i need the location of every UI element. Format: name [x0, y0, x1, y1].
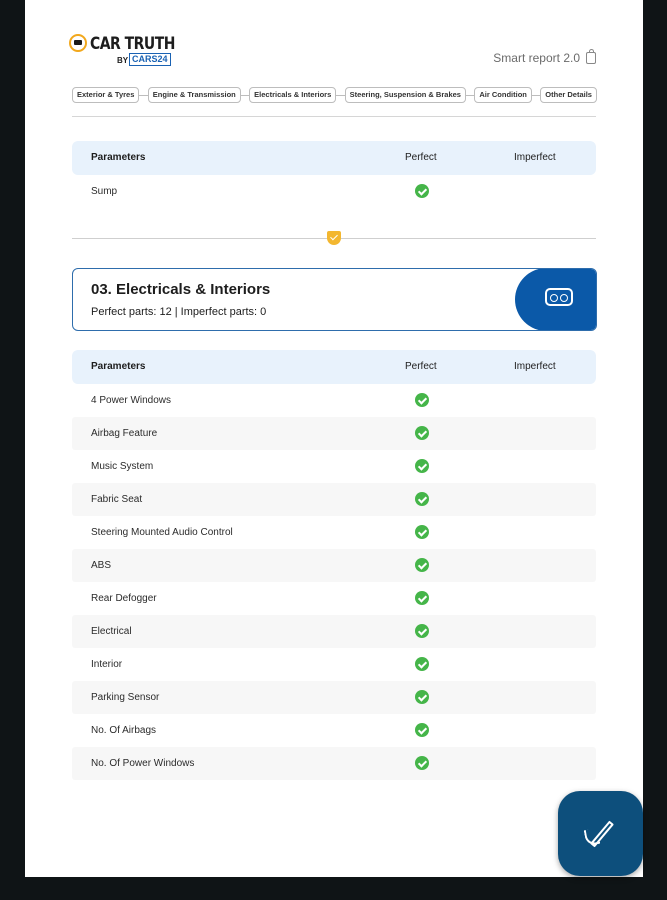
section-stepper — [72, 87, 597, 103]
row-label: Sump — [91, 186, 118, 197]
row-label: Fabric Seat — [91, 494, 143, 505]
logo-by: BY — [117, 56, 129, 65]
row-label: Steering Mounted Audio Control — [91, 527, 233, 538]
report-header — [69, 32, 596, 72]
step-tab[interactable]: Engine & Transmission — [148, 87, 241, 103]
col-parameters: Parameters — [91, 361, 146, 372]
lock-icon — [586, 52, 596, 64]
logo-partner: CARS24 — [129, 53, 171, 66]
table-row — [72, 417, 596, 450]
check-icon — [415, 591, 429, 605]
table-header — [72, 141, 596, 175]
report-page — [25, 0, 643, 877]
stepper-connector — [466, 95, 474, 96]
check-icon — [415, 690, 429, 704]
table-row — [72, 483, 596, 516]
table-row — [72, 384, 596, 417]
col-imperfect: Imperfect — [514, 361, 556, 372]
col-parameters: Parameters — [91, 152, 146, 163]
stepper-connector — [139, 95, 147, 96]
row-label: Interior — [91, 659, 123, 670]
check-icon — [415, 426, 429, 440]
step-tab[interactable]: Electricals & Interiors — [249, 87, 336, 103]
stepper-connector — [336, 95, 344, 96]
col-perfect: Perfect — [405, 152, 437, 163]
table-row — [72, 714, 596, 747]
row-label: Electrical — [91, 626, 132, 637]
step-tab[interactable]: Steering, Suspension & Brakes — [345, 87, 466, 103]
col-imperfect: Imperfect — [514, 152, 556, 163]
check-icon — [415, 558, 429, 572]
smart-report-text: Smart report 2.0 — [493, 51, 580, 65]
section-badge — [515, 268, 597, 331]
step-tab[interactable]: Exterior & Tyres — [72, 87, 139, 103]
check-icon — [415, 393, 429, 407]
check-icon — [415, 657, 429, 671]
row-label: 4 Power Windows — [91, 395, 172, 406]
check-icon — [415, 184, 429, 198]
stepper-connector — [532, 95, 540, 96]
col-perfect: Perfect — [405, 361, 437, 372]
shield-check-icon — [327, 231, 341, 245]
scribble-icon — [584, 828, 601, 846]
table-row — [72, 747, 596, 780]
row-label: Music System — [91, 461, 154, 472]
header-divider — [72, 116, 596, 117]
check-icon — [415, 756, 429, 770]
row-label: Airbag Feature — [91, 428, 158, 439]
check-icon — [415, 624, 429, 638]
table-row — [72, 549, 596, 582]
section-card — [72, 268, 597, 331]
check-icon — [415, 459, 429, 473]
row-label: Parking Sensor — [91, 692, 160, 703]
car-truth-logo-icon — [69, 34, 87, 52]
dashboard-icon — [545, 288, 573, 306]
check-icon — [415, 525, 429, 539]
step-tab[interactable]: Air Condition — [474, 87, 532, 103]
table-row — [72, 681, 596, 714]
row-label: ABS — [91, 560, 112, 571]
row-label: Rear Defogger — [91, 593, 157, 604]
check-icon — [415, 723, 429, 737]
check-icon — [415, 492, 429, 506]
edit-fab-button[interactable] — [558, 791, 643, 876]
step-tab[interactable]: Other Details — [540, 87, 597, 103]
row-label: No. Of Power Windows — [91, 758, 195, 769]
table-row — [72, 450, 596, 483]
table-row — [72, 648, 596, 681]
stepper-connector — [241, 95, 249, 96]
table-row — [72, 175, 596, 208]
table-header — [72, 350, 596, 384]
car-truth-logo — [69, 32, 189, 68]
table-row — [72, 516, 596, 549]
table-row — [72, 582, 596, 615]
table-row — [72, 615, 596, 648]
section-summary: Perfect parts: 12 | Imperfect parts: 0 — [91, 306, 267, 318]
logo-title: CAR TRUTH — [90, 34, 175, 54]
section-title: 03. Electricals & Interiors — [91, 281, 271, 298]
row-label: No. Of Airbags — [91, 725, 157, 736]
smart-report-label — [493, 51, 596, 65]
